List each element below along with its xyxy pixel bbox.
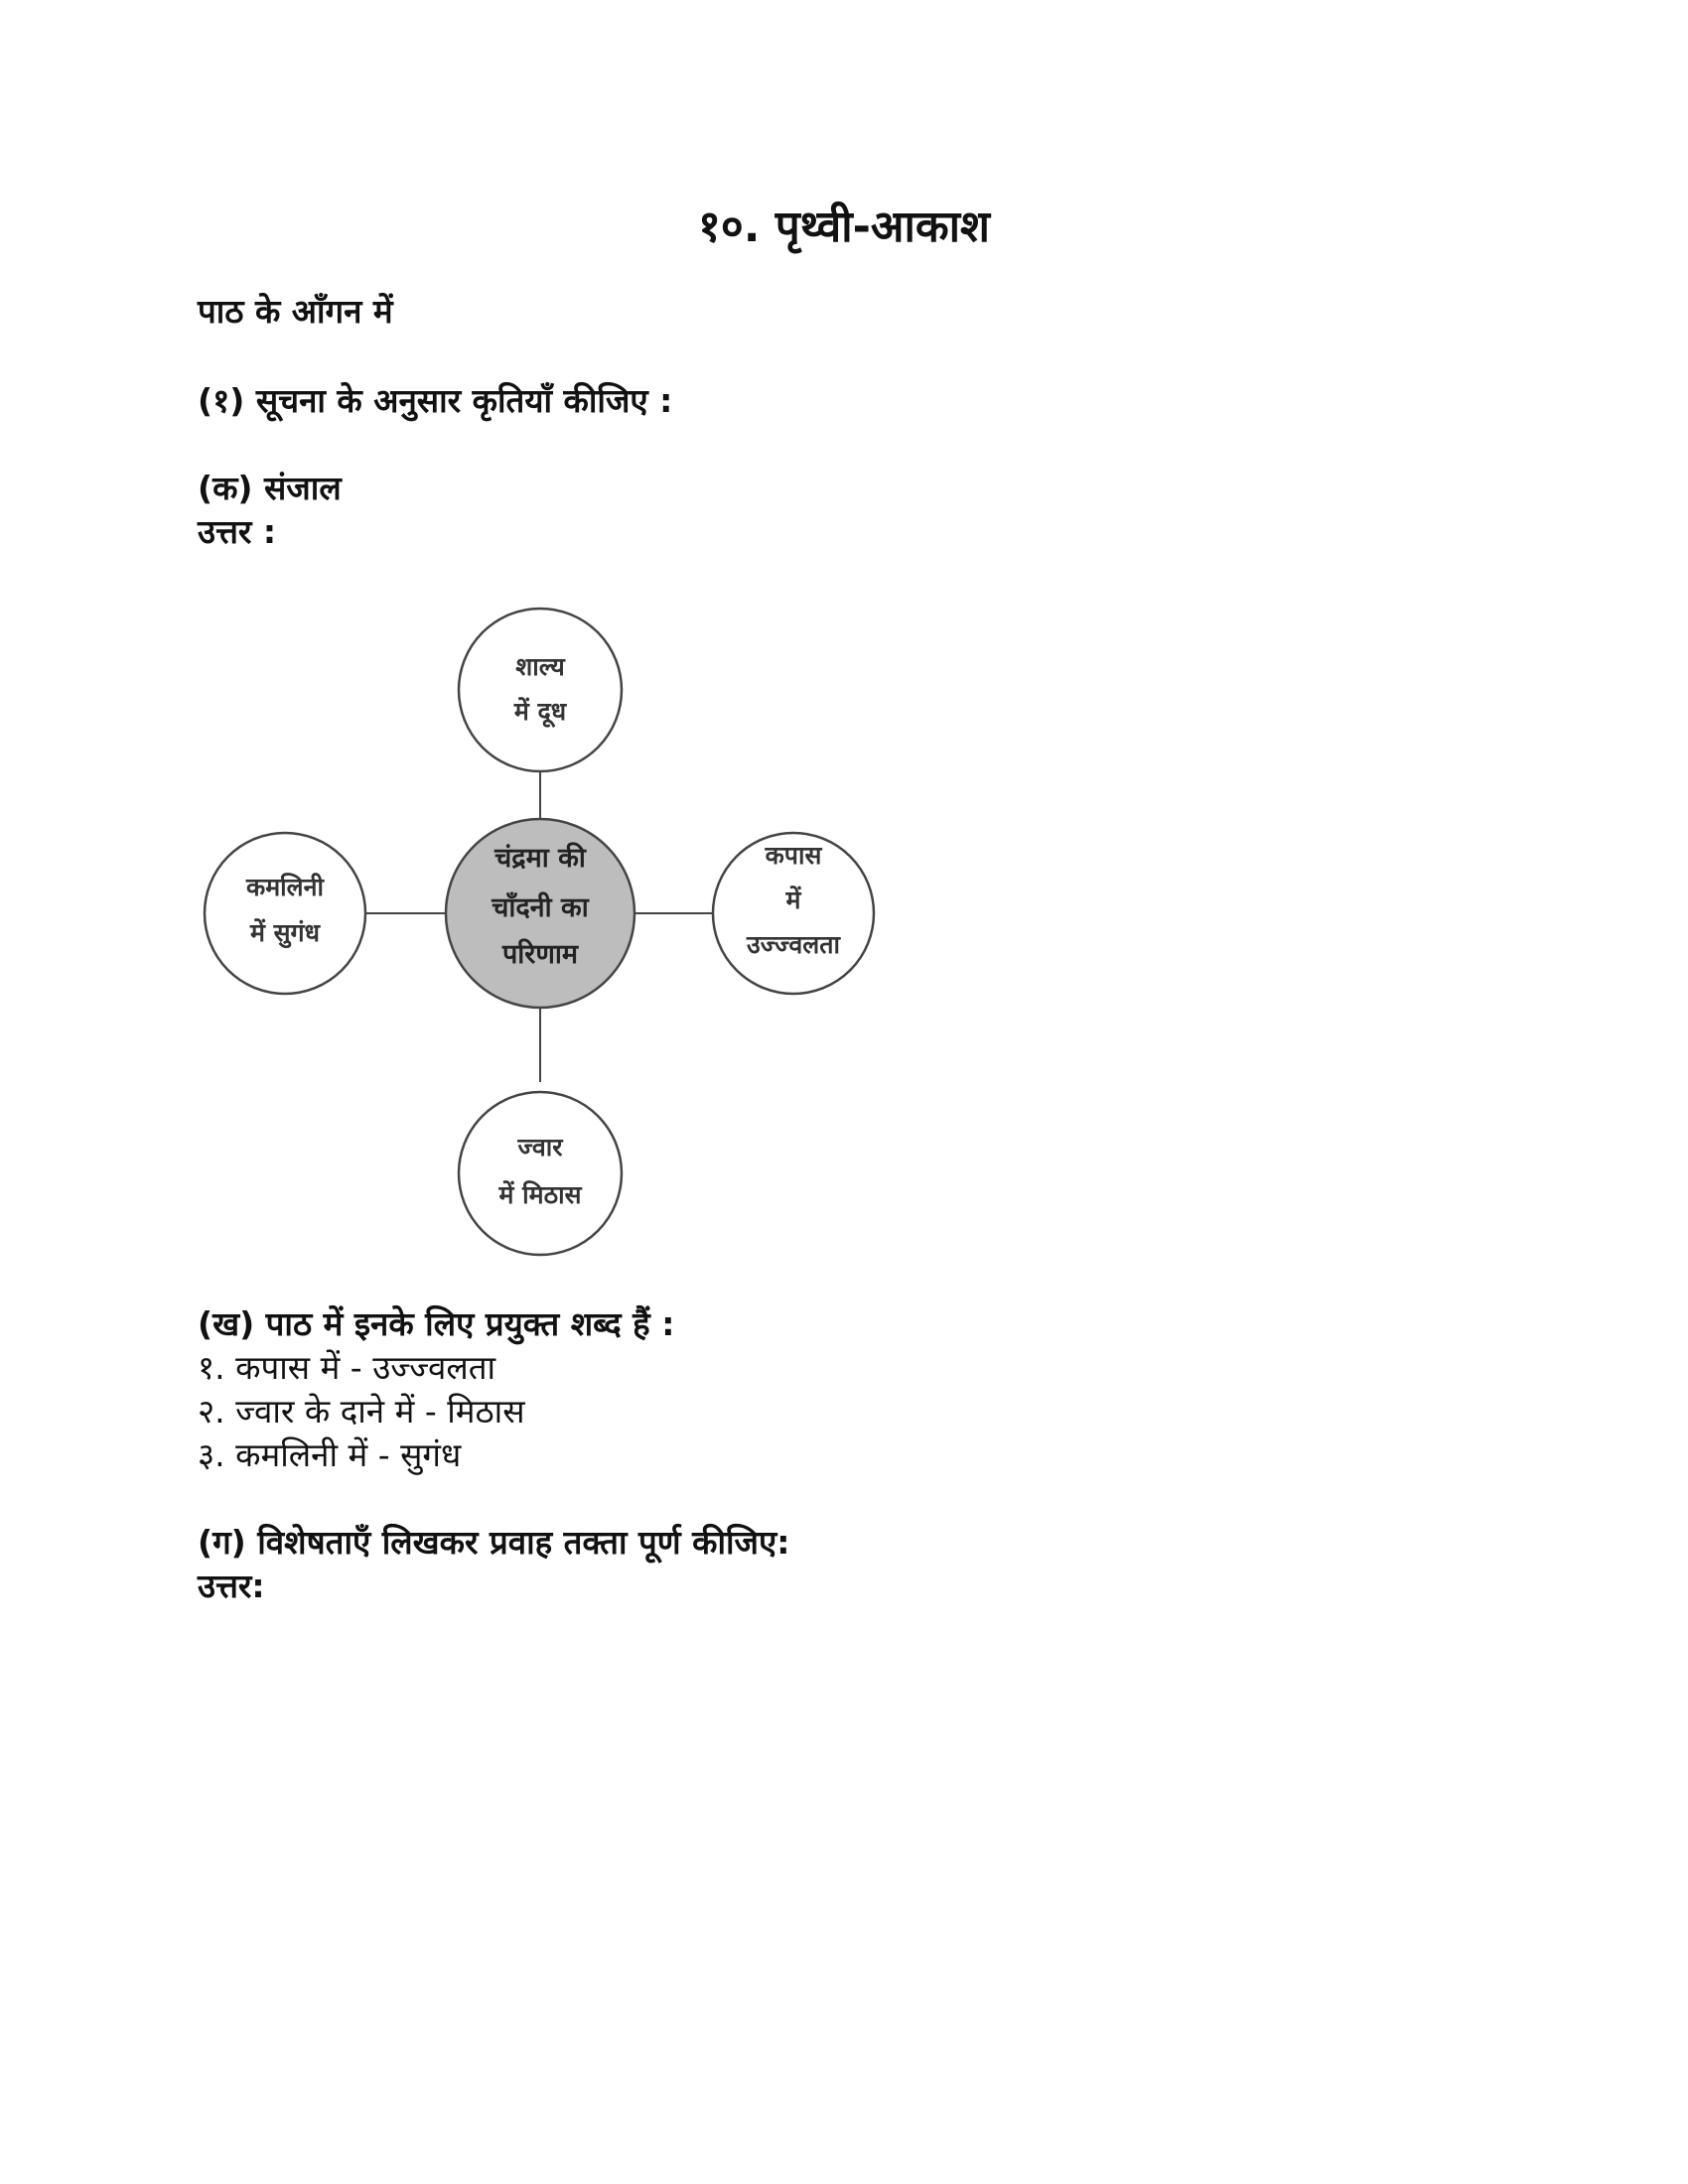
section-heading: पाठ के आँगन में: [198, 292, 393, 331]
part-ka-label: (क) संजाल: [198, 469, 342, 507]
node-center-line-2: चाँदनी का: [492, 892, 589, 923]
question-1: (१) सूचना के अनुसार कृतियाँ कीजिए :: [198, 381, 673, 420]
part-kha-item-1: १. कपास में - उज्ज्वलता: [198, 1348, 496, 1387]
node-left-line-1: कमलिनी: [246, 873, 324, 901]
node-right-line-1: कपास: [765, 841, 822, 870]
part-kha-item-3: ३. कमलिनी में - सुगंध: [198, 1435, 462, 1474]
node-right-line-3: उज्ज्वलता: [747, 930, 840, 959]
concept-web-diagram: [198, 586, 913, 1281]
node-bottom-line-2: में मिठास: [498, 1180, 582, 1209]
node-left-line-2: में सुगंध: [249, 918, 321, 947]
part-ka-answer-label: उत्तर :: [198, 512, 277, 551]
node-left: [205, 833, 365, 994]
node-center-line-1: चंद्रमा की: [494, 843, 586, 874]
part-kha-label: (ख) पाठ में इनके लिए प्रयुक्त शब्द हैं :: [198, 1304, 675, 1343]
part-ga-label: (ग) विशेषताएँ लिखकर प्रवाह तक्ता पूर्ण कीजिए:: [198, 1523, 790, 1562]
part-kha-item-2: २. ज्वार के दाने में - मिठास: [198, 1392, 525, 1431]
node-right-line-2: में: [785, 886, 801, 914]
node-top-line-2: में दूध: [513, 697, 567, 726]
page-title: १०. पृथ्वी-आकाश: [698, 202, 990, 252]
part-ga-answer-label: उत्तर:: [198, 1567, 265, 1605]
node-bottom: [459, 1092, 622, 1255]
node-top: [459, 609, 622, 771]
node-center-line-3: परिणाम: [501, 939, 579, 970]
node-top-line-1: शाल्य: [515, 652, 565, 681]
node-bottom-line-1: ज्वार: [517, 1133, 563, 1161]
